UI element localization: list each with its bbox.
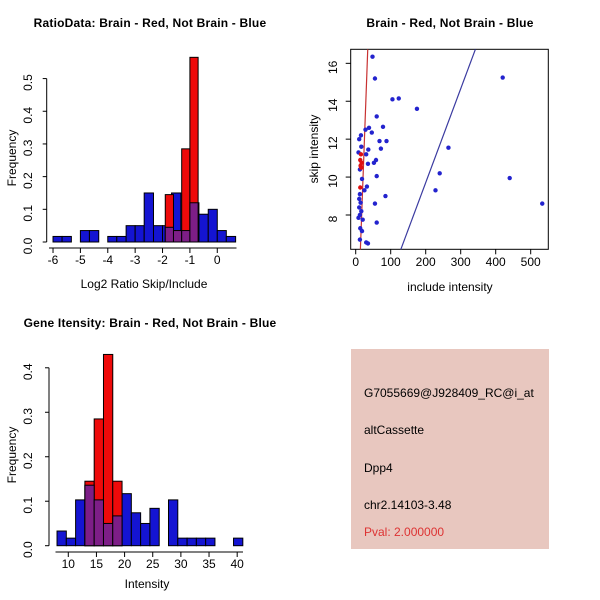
x-tick-label: -5 xyxy=(75,253,86,267)
blue-scatter-point xyxy=(360,177,364,181)
blue-scatter-point xyxy=(507,176,511,180)
blue-scatter-point xyxy=(372,161,376,165)
x-tick-label: -3 xyxy=(129,253,141,267)
overlap-histogram-bar xyxy=(190,203,198,242)
pval-text: Pval: 2.000000 xyxy=(364,525,445,539)
blue-histogram-bar xyxy=(66,538,75,546)
y-tick-label: 0.1 xyxy=(21,204,35,222)
blue-histogram-bar xyxy=(131,513,140,546)
panel-intensity-scatter xyxy=(300,0,600,300)
x-tick-label: 0 xyxy=(352,255,360,269)
x-tick-label: 400 xyxy=(485,255,506,269)
blue-scatter-point xyxy=(358,237,362,241)
y-tick-label: 0.3 xyxy=(21,139,35,157)
red-histogram-bar xyxy=(182,149,190,242)
blue-scatter-point xyxy=(361,218,365,222)
y-tick-label: 0.2 xyxy=(21,452,35,470)
scatter-plot-title: Brain - Red, Not Brain - Blue xyxy=(366,16,534,30)
blue-scatter-point xyxy=(363,127,367,131)
gene-name-text: Dpp4 xyxy=(364,461,393,475)
blue-scatter-point xyxy=(366,162,370,166)
blue-scatter-point xyxy=(379,146,383,150)
gene-info-panel xyxy=(351,349,549,549)
y-tick-label: 10 xyxy=(326,174,340,188)
blue-scatter-point xyxy=(384,139,388,143)
gene-histogram-canvas xyxy=(0,300,300,600)
panel-ratio-histogram xyxy=(0,0,300,300)
blue-scatter-point xyxy=(373,76,377,80)
y-tick-label: 16 xyxy=(326,60,340,75)
blue-scatter-point xyxy=(375,174,379,178)
x-tick-label: -4 xyxy=(102,253,114,267)
blue-histogram-bar xyxy=(226,236,235,242)
blue-scatter-point xyxy=(358,200,362,204)
blue-histogram-bar xyxy=(196,538,205,546)
y-tick-label: 0.3 xyxy=(21,407,35,425)
overlap-histogram-bar xyxy=(85,485,94,545)
gene-histogram-title: Gene Itensity: Brain - Red, Not Brain - Blue xyxy=(23,316,277,330)
y-tick-label: 0.5 xyxy=(21,74,35,91)
x-tick-label: 20 xyxy=(117,557,132,571)
x-tick-label: 200 xyxy=(415,255,436,269)
blue-histogram-bar xyxy=(76,500,85,546)
splice-type-text: altCassette xyxy=(364,423,425,437)
blue-scatter-point xyxy=(356,216,360,220)
blue-scatter-point xyxy=(370,130,374,134)
x-tick-label: 30 xyxy=(174,557,188,571)
blue-scatter-point xyxy=(362,188,366,192)
y-axis-label-skip-intensity: skip intensity xyxy=(307,114,321,184)
blue-scatter-point xyxy=(357,205,361,209)
blue-histogram-bar xyxy=(141,523,150,545)
blue-histogram-bar xyxy=(126,226,135,242)
blue-scatter-point xyxy=(359,145,363,149)
red-scatter-point xyxy=(358,185,362,189)
x-axis-label-log2-ratio: Log2 Ratio Skip/Include xyxy=(80,277,208,291)
blue-scatter-point xyxy=(446,145,450,149)
blue-histogram-bar xyxy=(62,236,71,242)
blue-histogram-bar xyxy=(153,226,162,242)
blue-scatter-point xyxy=(366,241,370,245)
overlap-histogram-bar xyxy=(103,523,112,545)
blue-histogram-bar xyxy=(144,193,153,242)
blue-scatter-point xyxy=(540,201,544,205)
y-tick-label: 0.0 xyxy=(21,541,35,559)
x-axis-label-include-intensity: include intensity xyxy=(407,280,493,294)
blue-scatter-point xyxy=(364,152,368,156)
red-scatter-point xyxy=(359,152,363,156)
blue-scatter-point xyxy=(375,220,379,224)
red-histogram-bar xyxy=(103,354,112,545)
y-tick-label: 0.4 xyxy=(21,106,35,124)
overlap-histogram-bar xyxy=(173,231,181,242)
blue-histogram-bar xyxy=(117,236,126,242)
y-tick-label: 0.4 xyxy=(21,363,35,381)
blue-histogram-bar xyxy=(178,538,187,546)
x-tick-label: 500 xyxy=(520,255,541,269)
blue-histogram-bar xyxy=(108,236,117,242)
x-tick-label: 10 xyxy=(61,557,75,571)
red-scatter-point xyxy=(359,165,363,169)
blue-regression-line xyxy=(401,49,476,249)
blue-histogram-bar xyxy=(187,538,196,546)
x-tick-label: 25 xyxy=(146,557,160,571)
blue-scatter-point xyxy=(381,125,385,129)
blue-scatter-point xyxy=(500,75,504,79)
scatter-plot-canvas xyxy=(300,0,600,300)
blue-histogram-bar xyxy=(122,494,131,546)
y-tick-label: 12 xyxy=(326,136,340,150)
probe-id-text: G7055669@J928409_RC@i_at xyxy=(364,386,534,400)
blue-histogram-bar xyxy=(53,236,62,242)
overlap-histogram-bar xyxy=(182,231,190,242)
x-tick-label: -6 xyxy=(47,253,59,267)
x-tick-label: 100 xyxy=(380,255,401,269)
y-tick-label: 14 xyxy=(326,98,340,112)
panel-gene-info xyxy=(300,300,600,600)
blue-scatter-point xyxy=(370,54,374,58)
blue-scatter-point xyxy=(438,171,442,175)
y-tick-label: 0.1 xyxy=(21,496,35,514)
blue-scatter-point xyxy=(433,188,437,192)
blue-histogram-bar xyxy=(168,500,177,546)
blue-scatter-point xyxy=(375,114,379,118)
overlap-histogram-bar xyxy=(94,500,103,546)
blue-scatter-point xyxy=(366,147,370,151)
blue-histogram-bar xyxy=(199,214,208,242)
y-tick-label: 0.2 xyxy=(21,172,35,189)
x-tick-label: 40 xyxy=(230,557,244,571)
x-axis-label-intensity: Intensity xyxy=(124,577,170,591)
blue-scatter-point xyxy=(357,197,361,201)
blue-scatter-point xyxy=(415,107,419,111)
blue-histogram-bar xyxy=(135,226,144,242)
blue-histogram-bar xyxy=(89,231,98,242)
blue-histogram-bar xyxy=(150,508,159,545)
blue-scatter-point xyxy=(357,137,361,141)
y-tick-label: 0.0 xyxy=(21,237,35,255)
x-tick-label: 300 xyxy=(450,255,471,269)
ratio-histogram-canvas xyxy=(0,0,300,300)
panel-gene-intensity-histogram xyxy=(0,300,300,600)
blue-scatter-point xyxy=(359,209,363,213)
blue-scatter-point xyxy=(358,192,362,196)
ratio-histogram-title: RatioData: Brain - Red, Not Brain - Blue xyxy=(33,16,267,30)
blue-histogram-bar xyxy=(57,531,66,546)
blue-histogram-bar xyxy=(206,538,215,546)
x-tick-label: -2 xyxy=(157,253,168,267)
blue-histogram-bar xyxy=(234,538,243,546)
blue-scatter-point xyxy=(383,194,387,198)
locus-text: chr2.14103-3.48 xyxy=(364,498,452,512)
x-tick-label: 0 xyxy=(213,253,221,267)
blue-scatter-point xyxy=(373,201,377,205)
blue-histogram-bar xyxy=(208,209,217,242)
overlap-histogram-bar xyxy=(165,227,173,242)
overlap-histogram-bar xyxy=(113,516,122,546)
blue-scatter-point xyxy=(390,97,394,101)
y-tick-label: 8 xyxy=(326,215,340,223)
y-axis-label-frequency-2: Frequency xyxy=(5,426,19,484)
blue-scatter-point xyxy=(360,229,364,233)
blue-scatter-point xyxy=(359,133,363,137)
y-axis-label-frequency: Frequency xyxy=(5,129,19,187)
blue-scatter-point xyxy=(377,139,381,143)
blue-histogram-bar xyxy=(217,231,226,242)
x-tick-label: 15 xyxy=(89,557,104,571)
blue-scatter-point xyxy=(397,96,401,100)
x-tick-label: -1 xyxy=(184,253,196,267)
blue-scatter-point xyxy=(365,184,369,188)
x-tick-label: 35 xyxy=(202,557,216,571)
blue-histogram-bar xyxy=(80,231,89,242)
